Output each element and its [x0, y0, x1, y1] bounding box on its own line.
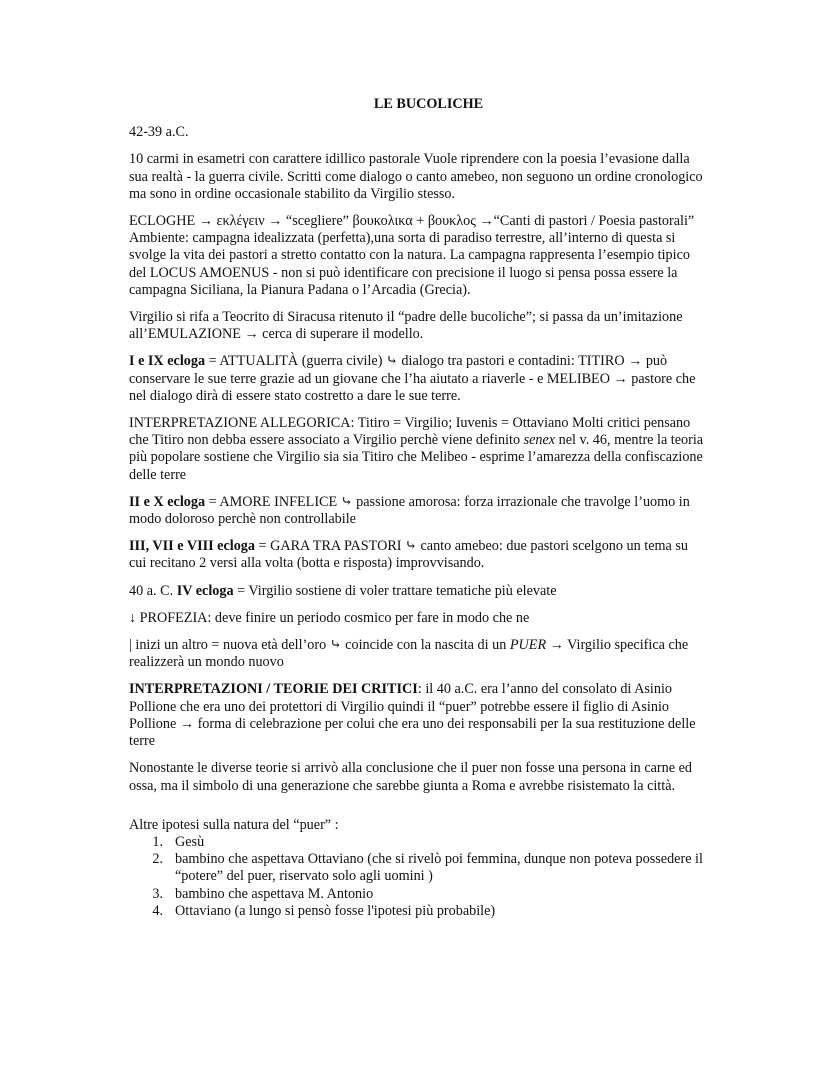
document-title: LE BUCOLICHE	[373, 96, 484, 112]
date-line: 42-39 a.C.	[129, 124, 189, 141]
ecloga-3-7-8-label: III, VII e VIII ecloga	[129, 538, 255, 555]
list-item	[129, 886, 708, 903]
list-text: bambino che aspettava M. Antonio	[175, 885, 374, 902]
puer-word: PUER	[509, 637, 547, 654]
list-number: 4.	[152, 902, 163, 919]
paragraph-ecloghe: ECLOGHE → εκλέγειν → “scegliere” βουκολικα + βουκλος →“Canti di pastori / Poesia pastorali” Ambiente: campagna idealizzata (perfetta),una sorta di paradiso terrestre, all’interno di questa si svolge la vita dei pastori a stretto contatto con la natura. La campagna rappresenta l’esempio tipico del LOCUS AMOENUS - non si può identificare con precisione il luogo si pensa possa essere la campagna Siciliana, la Pianura Padana o l’Arcadia (Grecia).	[129, 213, 695, 298]
allegorica-senex: senex	[523, 432, 556, 449]
list-number: 3.	[152, 885, 163, 902]
ecloga-4-label: IV ecloga	[176, 582, 234, 599]
paragraph-puer	[129, 637, 708, 671]
list-text: bambino che aspettava Ottaviano (che si rivelò poi femmina, dunque non poteva possedere il “potere” del puer, riservato solo agli uomini )	[175, 851, 703, 885]
list-text: Gesù	[175, 833, 205, 850]
teorie-critici-label: INTERPRETAZIONI / TEORIE DEI CRITICI	[129, 681, 418, 698]
ecloga-2-10-label: II e X ecloga	[129, 493, 206, 510]
ecloga-4-text: = Virgilio sostiene di voler trattare tematiche più elevate	[233, 582, 557, 599]
ecloga-3-7-8-text: = GARA TRA PASTORI ⤷ canto amebeo: due pastori scelgono un tema su cui recitano 2 versi alla volta (botta e risposta) improvvisando.	[129, 538, 688, 572]
allegorica-text-b: nel v. 46, mentre la teoria più popolare sostiene che Virgilio sia sia Titiro che Melibeo - esprime l’amarezza della confiscazione delle terre	[129, 432, 704, 483]
list-number: 1.	[152, 833, 163, 850]
paragraph-ecloga-3-7-8	[129, 538, 708, 572]
list-text: Ottaviano (a lungo si pensò fosse l'ipotesi più probabile)	[175, 902, 496, 919]
ecloga-1-9-text: = ATTUALITÀ (guerra civile) ⤷ dialogo tra pastori e contadini: TITIRO → può conservare le sue terre grazie ad un giovane che l’ha aiutato a riaverle - e MELIBEO → pastore che nel dialogo dirà di essere stato costretto a dare le sue terre.	[129, 353, 696, 404]
paragraph-intro: 10 carmi in esametri con carattere idillico pastorale Vuole riprendere con la poesia l’evasione dalla sua realtà - la guerra civile. Scritti come dialogo o canto amebeo, non seguono un ordine cronologico ma sono in ordine occasionale stabilito da Virgilio stesso.	[129, 151, 703, 202]
ecloga-1-9-label: I e IX ecloga	[129, 353, 206, 370]
ecloga-2-10-text: = AMORE INFELICE ⤷ passione amorosa: forza irrazionale che travolge l’uomo in modo doloroso perchè non controllabile	[129, 493, 690, 528]
ecloga-4-year: 40 a. C.	[129, 582, 177, 599]
paragraph-teocrito: Virgilio si rifa a Teocrito di Siracusa ritenuto il “padre delle bucoliche”; si passa da un’imitazione all’EMULAZIONE → cerca di superare il modello.	[129, 309, 683, 343]
puer-text-b: → Virgilio specifica che realizzerà un mondo nuovo	[129, 637, 689, 671]
teorie-critici-text: : il 40 a.C. era l’anno del consolato di Asinio Pollione che era uno dei protettori di Virgilio quindi il “puer” potrebbe essere il figlio di Asinio Pollione → forma di celebrazione per colui che era uno dei responsabili per la sua restituzione delle terre	[129, 681, 696, 750]
paragraph-ecloga-4	[129, 583, 708, 600]
paragraph-teorie-critici	[129, 681, 708, 750]
list-number: 2.	[152, 851, 163, 868]
list-item	[129, 834, 708, 851]
paragraph-ecloga-2-10	[129, 494, 708, 528]
paragraph-allegorica	[129, 415, 708, 484]
puer-text-a: | inizi un altro = nuova età dell’oro ⤷ coincide con la nascita di un	[129, 637, 510, 654]
paragraph-conclusione: Nonostante le diverse teorie si arrivò alla conclusione che il puer non fosse una persona in carne ed ossa, ma il simbolo di una generazione che sarebbe giunta a Roma e avrebbe risistemato la città.	[129, 760, 692, 794]
allegorica-text-a: INTERPRETAZIONE ALLEGORICA: Titiro = Virgilio; Iuvenis = Ottaviano Molti critici pensano che Titiro non debba essere associato a Virgilio perchè viene definito	[129, 415, 691, 449]
list-item	[129, 903, 708, 920]
ipotesi-list	[129, 834, 708, 920]
paragraph-ecloga-1-9	[129, 353, 708, 405]
paragraph-altre-ipotesi: Altre ipotesi sulla natura del “puer” :	[129, 816, 339, 833]
list-item	[129, 851, 708, 885]
paragraph-profezia: ↓ PROFEZIA: deve finire un periodo cosmico per fare in modo che ne	[129, 609, 530, 626]
